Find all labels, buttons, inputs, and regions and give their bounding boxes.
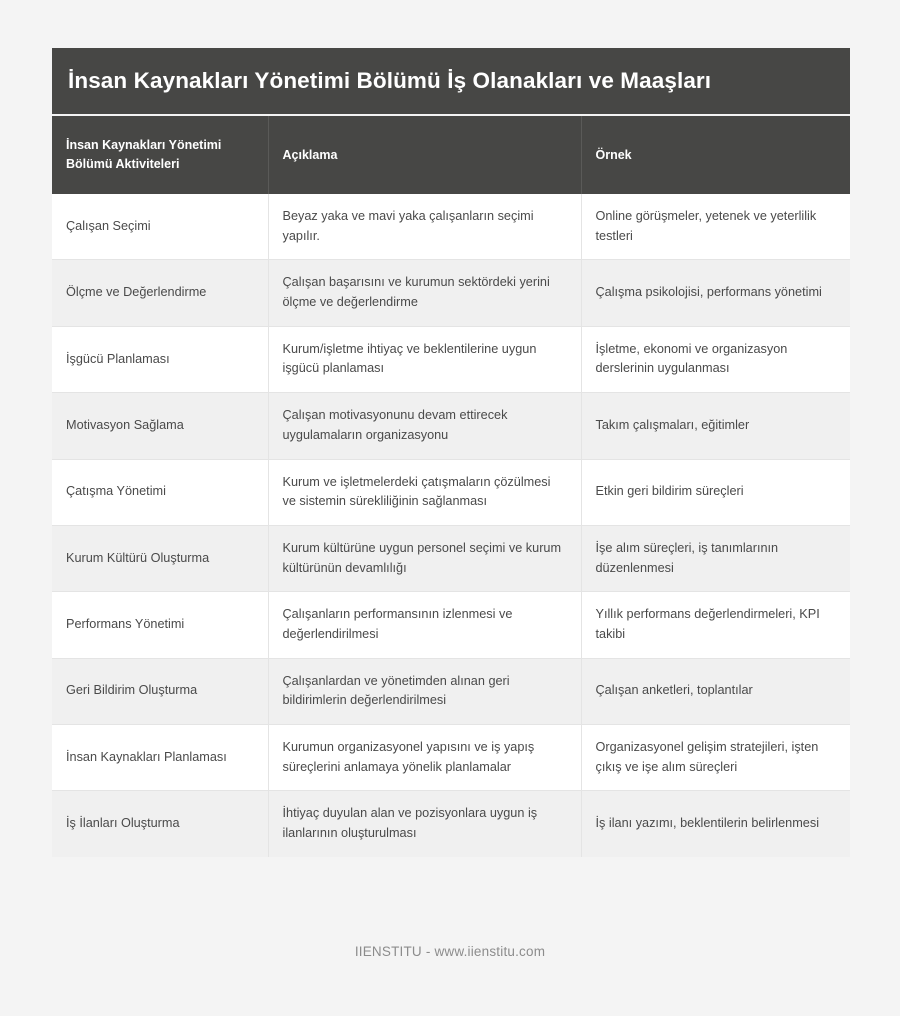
cell-example: Organizasyonel gelişim stratejileri, işten çıkış ve işe alım süreçleri bbox=[581, 725, 850, 791]
cell-activity: Geri Bildirim Oluşturma bbox=[52, 658, 268, 724]
cell-example: Çalışan anketleri, toplantılar bbox=[581, 658, 850, 724]
cell-description: Çalışanların performansının izlenmesi ve değerlendirilmesi bbox=[268, 592, 581, 658]
cell-activity: Çatışma Yönetimi bbox=[52, 459, 268, 525]
cell-example: Takım çalışmaları, eğitimler bbox=[581, 393, 850, 459]
column-header-description: Açıklama bbox=[268, 116, 581, 194]
cell-activity: Performans Yönetimi bbox=[52, 592, 268, 658]
table-row bbox=[52, 658, 850, 724]
cell-activity: İşgücü Planlaması bbox=[52, 326, 268, 392]
table-row bbox=[52, 525, 850, 591]
cell-description: Çalışanlardan ve yönetimden alınan geri bildirimlerin değerlendirilmesi bbox=[268, 658, 581, 724]
cell-description: Çalışan motivasyonunu devam ettirecek uygulamaların organizasyonu bbox=[268, 393, 581, 459]
cell-description: Kurum ve işletmelerdeki çatışmaların çözülmesi ve sistemin sürekliliğinin sağlanması bbox=[268, 459, 581, 525]
cell-description: Çalışan başarısını ve kurumun sektördeki yerini ölçme ve değerlendirme bbox=[268, 260, 581, 326]
cell-activity: İş İlanları Oluşturma bbox=[52, 791, 268, 857]
cell-example: Çalışma psikolojisi, performans yönetimi bbox=[581, 260, 850, 326]
cell-example: İşe alım süreçleri, iş tanımlarının düzenlenmesi bbox=[581, 525, 850, 591]
cell-activity: Ölçme ve Değerlendirme bbox=[52, 260, 268, 326]
cell-activity: İnsan Kaynakları Planlaması bbox=[52, 725, 268, 791]
cell-example: İşletme, ekonomi ve organizasyon derslerinin uygulanması bbox=[581, 326, 850, 392]
table-row bbox=[52, 393, 850, 459]
column-header-activity: İnsan Kaynakları Yönetimi Bölümü Aktiviteleri bbox=[52, 116, 268, 194]
cell-example: Online görüşmeler, yetenek ve yeterlilik testleri bbox=[581, 194, 850, 260]
cell-description: Kurum/işletme ihtiyaç ve beklentilerine uygun işgücü planlaması bbox=[268, 326, 581, 392]
table-row bbox=[52, 725, 850, 791]
cell-example: Etkin geri bildirim süreçleri bbox=[581, 459, 850, 525]
table-row bbox=[52, 791, 850, 857]
table-container bbox=[52, 48, 850, 857]
cell-description: Beyaz yaka ve mavi yaka çalışanların seçimi yapılır. bbox=[268, 194, 581, 260]
cell-description: İhtiyaç duyulan alan ve pozisyonlara uygun iş ilanlarının oluşturulması bbox=[268, 791, 581, 857]
cell-activity: Kurum Kültürü Oluşturma bbox=[52, 525, 268, 591]
table-header-row bbox=[52, 116, 850, 194]
footer-attribution: IIENSTITU - www.iienstitu.com bbox=[354, 944, 546, 959]
cell-description: Kurum kültürüne uygun personel seçimi ve kurum kültürünün devamlılığı bbox=[268, 525, 581, 591]
table-row bbox=[52, 459, 850, 525]
table-row bbox=[52, 260, 850, 326]
cell-example: Yıllık performans değerlendirmeleri, KPI takibi bbox=[581, 592, 850, 658]
cell-example: İş ilanı yazımı, beklentilerin belirlenmesi bbox=[581, 791, 850, 857]
table-row bbox=[52, 326, 850, 392]
table-header bbox=[52, 116, 850, 194]
table-row bbox=[52, 194, 850, 260]
hr-activities-table bbox=[52, 116, 850, 857]
table-body bbox=[52, 194, 850, 857]
page-title: İnsan Kaynakları Yönetimi Bölümü İş Olanakları ve Maaşları bbox=[52, 48, 850, 116]
table-row bbox=[52, 592, 850, 658]
cell-activity: Motivasyon Sağlama bbox=[52, 393, 268, 459]
column-header-example: Örnek bbox=[581, 116, 850, 194]
cell-activity: Çalışan Seçimi bbox=[52, 194, 268, 260]
cell-description: Kurumun organizasyonel yapısını ve iş yapış süreçlerini anlamaya yönelik planlamalar bbox=[268, 725, 581, 791]
